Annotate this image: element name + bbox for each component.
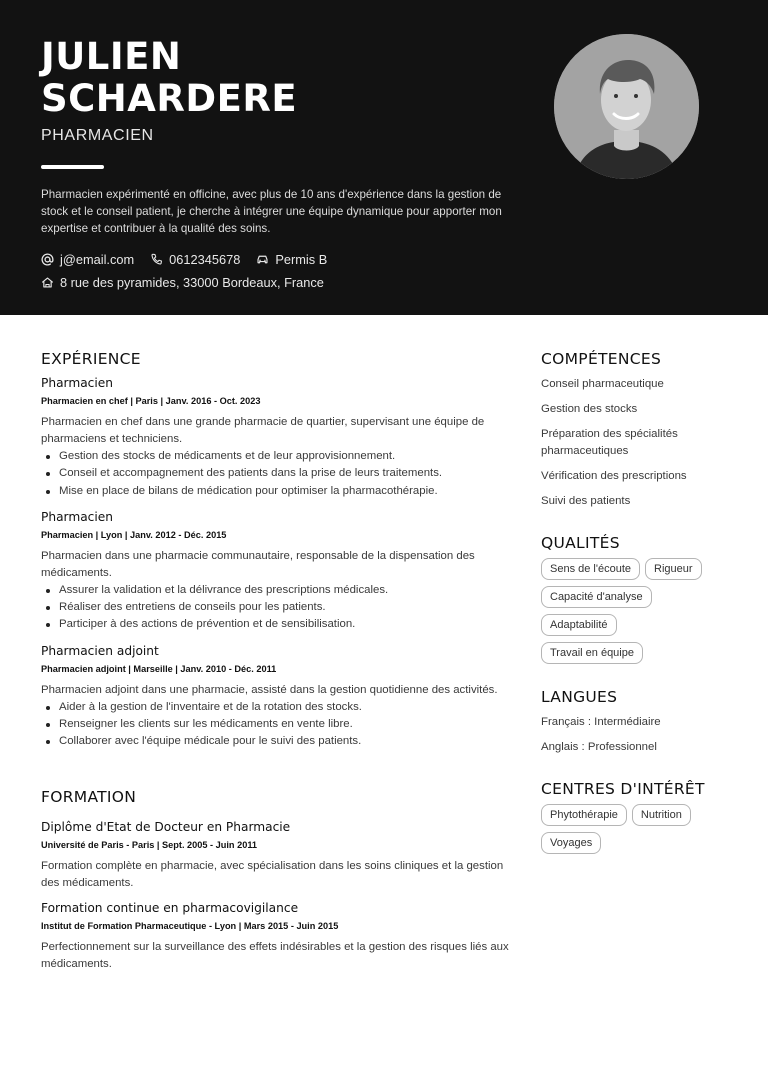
skill-item: Vérification des prescriptions — [541, 470, 687, 482]
section-title-languages: LANGUES — [541, 688, 618, 706]
main-column — [41, 350, 511, 973]
education-item — [41, 901, 511, 973]
degree-title: Formation continue en pharmacovigilance — [41, 900, 299, 915]
interest-tag: Nutrition — [632, 804, 691, 826]
degree-meta: Institut de Formation Pharmaceutique - Lyon | Mars 2015 - Juin 2015 — [41, 920, 339, 931]
list-item: Participer à des actions de prévention et de sensibilisation. — [41, 616, 511, 633]
list-item: Aider à la gestion de l'inventaire et de la rotation des stocks. — [41, 699, 511, 716]
interests-tags — [541, 804, 721, 854]
contact-row-address — [41, 275, 340, 290]
quality-tag: Travail en équipe — [541, 642, 643, 664]
last-name: SCHARDERE — [41, 77, 298, 120]
degree-description: Perfectionnement sur la surveillance des effets indésirables et la gestion des risques liés aux médicaments. — [41, 940, 509, 970]
skill-item: Suivi des patients — [541, 495, 631, 507]
home-icon — [41, 276, 54, 289]
address-text: 8 rue des pyramides, 33000 Bordeaux, France — [60, 275, 324, 290]
phone-text: 0612345678 — [169, 252, 241, 267]
job-description: Pharmacien adjoint dans une pharmacie, assisté dans la gestion quotidienne des activités. — [41, 683, 498, 696]
candidate-name — [41, 36, 297, 120]
degree-description: Formation complète en pharmacie, avec spécialisation dans les soins cliniques et la gestion des médicaments. — [41, 859, 504, 889]
section-title-interests: CENTRES D'INTÉRÊT — [541, 780, 705, 798]
profile-photo — [554, 34, 699, 179]
job-title: PHARMACIEN — [41, 127, 154, 144]
profile-summary: Pharmacien expérimenté en officine, avec plus de 10 ans d'expérience dans la gestion de stock et le conseil patient, je cherche à intégrer une équipe dynamique pour apporter mon expertise et contribuer à la qualité des soins. — [41, 188, 502, 235]
job-title: Pharmacien adjoint — [41, 643, 159, 658]
language-item: Français : Intermédiaire — [541, 716, 661, 728]
list-item: Renseigner les clients sur les médicaments en vente libre. — [41, 716, 511, 733]
section-title-experience: EXPÉRIENCE — [41, 350, 141, 368]
language-item: Anglais : Professionnel — [541, 741, 657, 753]
list-item: Collaborer avec l'équipe médicale pour le suivi des patients. — [41, 733, 511, 750]
email-text: j@email.com — [60, 252, 135, 267]
job-bullets — [41, 582, 511, 634]
job-title: Pharmacien — [41, 509, 113, 524]
degree-title: Diplôme d'Etat de Docteur en Pharmacie — [41, 819, 291, 834]
section-title-skills: COMPÉTENCES — [541, 350, 662, 368]
side-column — [541, 350, 731, 854]
job-bullets — [41, 448, 511, 500]
job-description: Pharmacien dans une pharmacie communautaire, responsable de la dispensation des médicaments. — [41, 549, 475, 579]
experience-item — [41, 644, 511, 751]
list-item: Assurer la validation et la délivrance des prescriptions médicales. — [41, 582, 511, 599]
skill-item: Conseil pharmaceutique — [541, 378, 664, 390]
section-title-qualities: QUALITÉS — [541, 534, 620, 552]
quality-tag: Sens de l'écoute — [541, 558, 640, 580]
phone-icon — [150, 253, 163, 266]
car-icon — [256, 253, 269, 266]
quality-tag: Rigueur — [645, 558, 702, 580]
languages-list — [541, 714, 731, 756]
skill-item: Gestion des stocks — [541, 403, 638, 415]
list-item: Conseil et accompagnement des patients dans la prise de leurs traitements. — [41, 465, 511, 482]
quality-tag: Capacité d'analyse — [541, 586, 652, 608]
section-title-education: FORMATION — [41, 787, 137, 806]
title-divider — [41, 165, 104, 169]
job-bullets — [41, 699, 511, 751]
experience-item — [41, 376, 511, 500]
skill-item: Préparation des spécialités pharmaceutiques — [541, 428, 678, 457]
license-text: Permis B — [275, 252, 328, 267]
resume-header — [0, 0, 768, 315]
job-meta: Pharmacien en chef | Paris | Janv. 2016 - Oct. 2023 — [41, 396, 261, 406]
skills-list — [541, 376, 731, 510]
contact-row-primary — [41, 252, 343, 267]
quality-tag: Adaptabilité — [541, 614, 617, 636]
interest-tag: Voyages — [541, 832, 601, 854]
job-title: Pharmacien — [41, 376, 113, 390]
interest-tag: Phytothérapie — [541, 804, 627, 826]
list-item: Réaliser des entretiens de conseils pour les patients. — [41, 599, 511, 616]
job-description: Pharmacien en chef dans une grande pharmacie de quartier, supervisant une équipe de pharmaciens et techniciens. — [41, 416, 485, 445]
education-item — [41, 820, 511, 892]
contact-license — [256, 252, 327, 267]
list-item: Gestion des stocks de médicaments et de leur approvisionnement. — [41, 448, 511, 465]
contact-phone — [150, 252, 240, 267]
experience-item — [41, 510, 511, 634]
at-icon — [41, 253, 54, 266]
contact-email — [41, 252, 134, 267]
list-item: Mise en place de bilans de médication pour optimiser la pharmacothérapie. — [41, 483, 511, 500]
contact-address — [41, 275, 324, 290]
qualities-tags — [541, 558, 721, 664]
job-meta: Pharmacien adjoint | Marseille | Janv. 2010 - Déc. 2011 — [41, 663, 277, 674]
job-meta: Pharmacien | Lyon | Janv. 2012 - Déc. 2015 — [41, 529, 227, 540]
first-name: JULIEN — [41, 35, 182, 78]
degree-meta: Université de Paris - Paris | Sept. 2005 - Juin 2011 — [41, 839, 258, 850]
